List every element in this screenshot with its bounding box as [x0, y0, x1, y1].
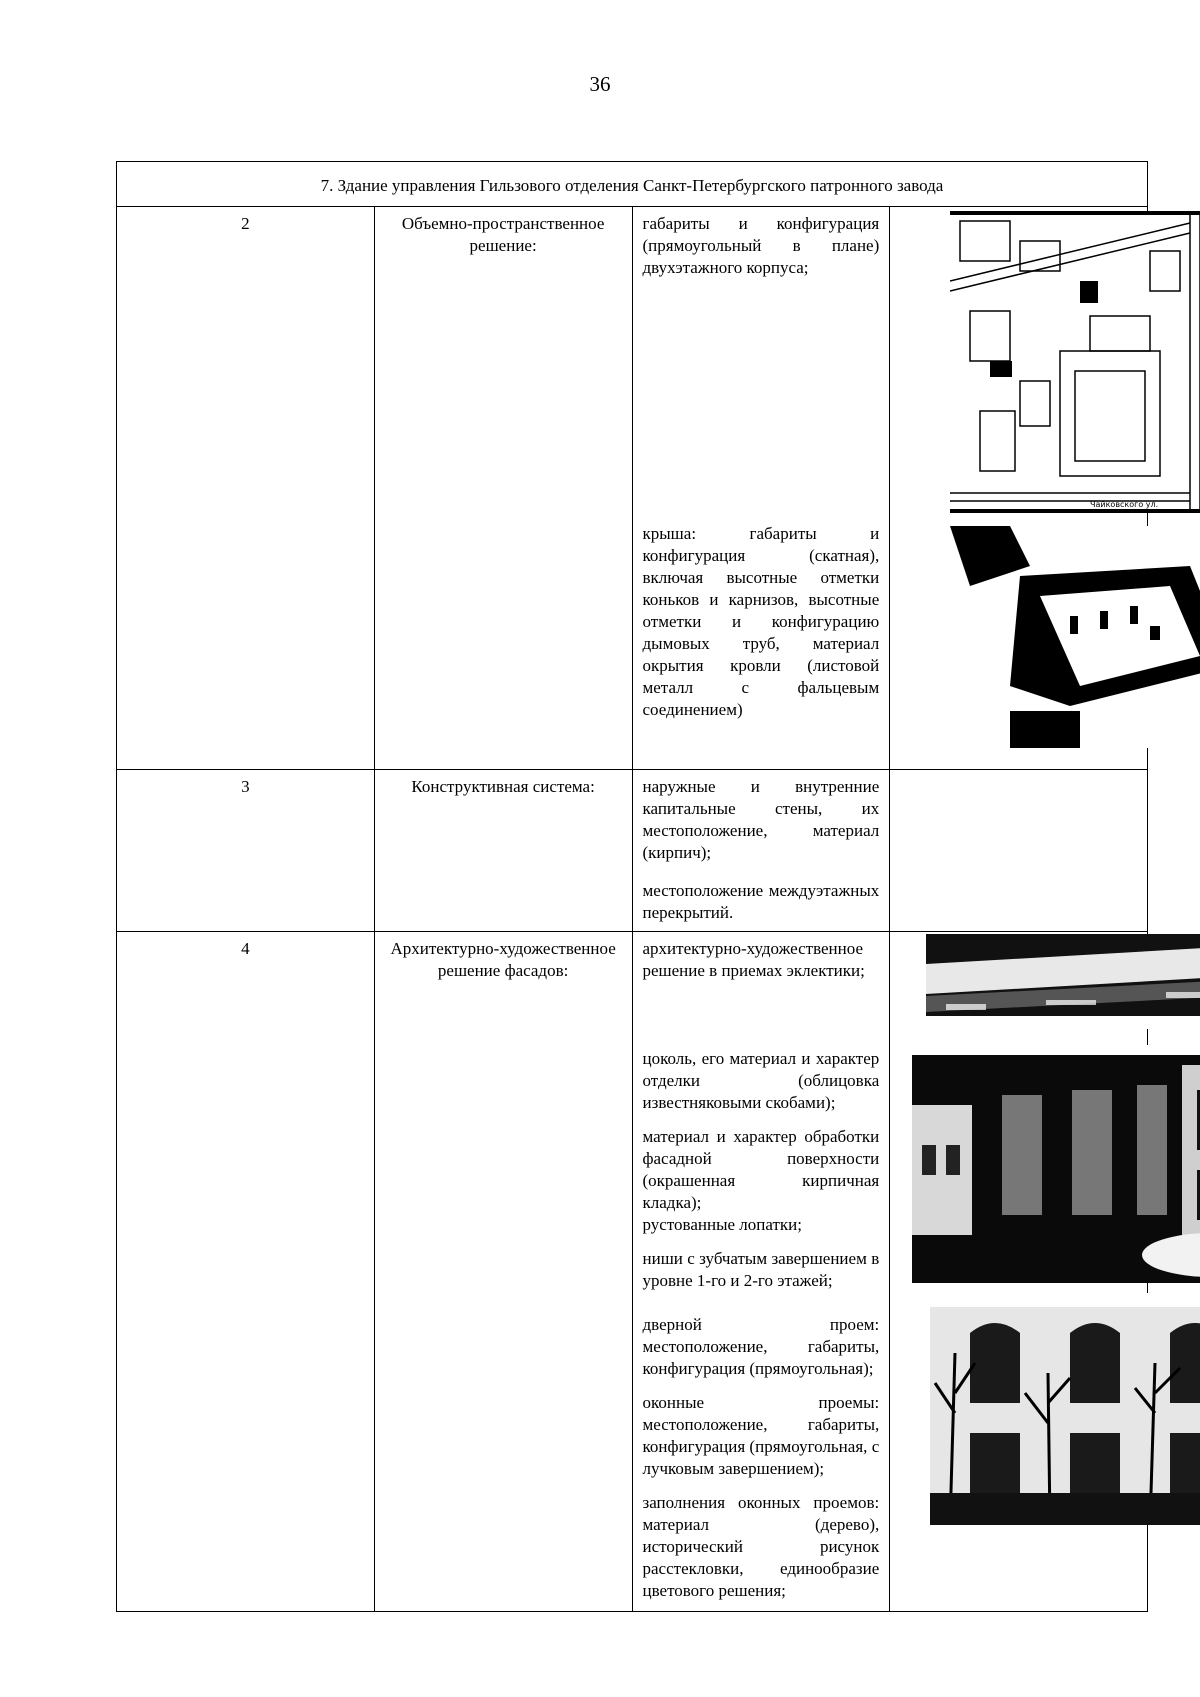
description-item: ниши с зубчатым завершением в уровне 1-го и 2-го этажей; [642, 1249, 880, 1290]
site-plan-map [950, 211, 1200, 513]
description-item: архитектурно-художественное решение в приемах эклектики; [642, 939, 865, 980]
row-images [890, 932, 1148, 1612]
row-number: 2 [117, 207, 375, 770]
roof-aerial-photo [950, 526, 1200, 748]
page-number: 36 [589, 72, 611, 96]
table-title-row [117, 162, 1148, 207]
row-number: 3 [117, 770, 375, 932]
row-description [632, 770, 890, 932]
table-row [117, 207, 1148, 770]
map-street-label: Чайковского ул. [1090, 500, 1159, 509]
row-name: Объемно-пространственное решение: [374, 207, 632, 770]
description-item: дверной проем: местоположение, габариты, конфигурация (прямоугольная); [642, 1315, 880, 1378]
description-item: местоположение междуэтажных перекрытий. [642, 881, 880, 922]
monument-table [116, 161, 1159, 1612]
description-item: оконные проемы: местоположение, габариты, конфигурация (прямоугольная, с лучковым завершением); [642, 1393, 880, 1478]
description-item: цоколь, его материал и характер отделки (облицовка известняковыми скобами); [642, 1049, 880, 1112]
table-title: 7. Здание управления Гильзового отделения Санкт-Петербургского патронного завода [117, 162, 1148, 207]
description-item: рустованные лопатки; [642, 1215, 802, 1234]
row-number: 4 [117, 932, 375, 1612]
description-item: наружные и внутренние капитальные стены, их местоположение, материал (кирпич); [642, 777, 880, 862]
row-description [632, 932, 890, 1612]
table-row [117, 770, 1148, 932]
description-item: заполнения оконных проемов: материал (дерево), исторический рисунок расстекловки, единообразие цветового решения; [642, 1493, 880, 1600]
row-images [890, 207, 1159, 770]
description-item: крыша: габариты и конфигурация (скатная), включая высотные отметки коньков и карнизов, высотные отметки и конфигурацию дымовых труб, материал окрытия кровли (листовой металл с фальцевым соединением) [642, 524, 880, 719]
row-name: Архитектурно-художественное решение фасадов: [374, 932, 632, 1612]
table-row [117, 932, 1148, 1612]
row-images-empty [890, 770, 1148, 932]
row-description [632, 207, 890, 770]
description-item: материал и характер обработки фасадной поверхности (окрашенная кирпичная кладка); [642, 1127, 880, 1212]
facade-niches-photo [912, 1045, 1200, 1283]
row-name: Конструктивная система: [374, 770, 632, 932]
facade-windows-photo [930, 1293, 1200, 1525]
plinth-photo [926, 934, 1200, 1029]
description-item: габариты и конфигурация (прямоугольный в плане) двухэтажного корпуса; [642, 214, 880, 277]
